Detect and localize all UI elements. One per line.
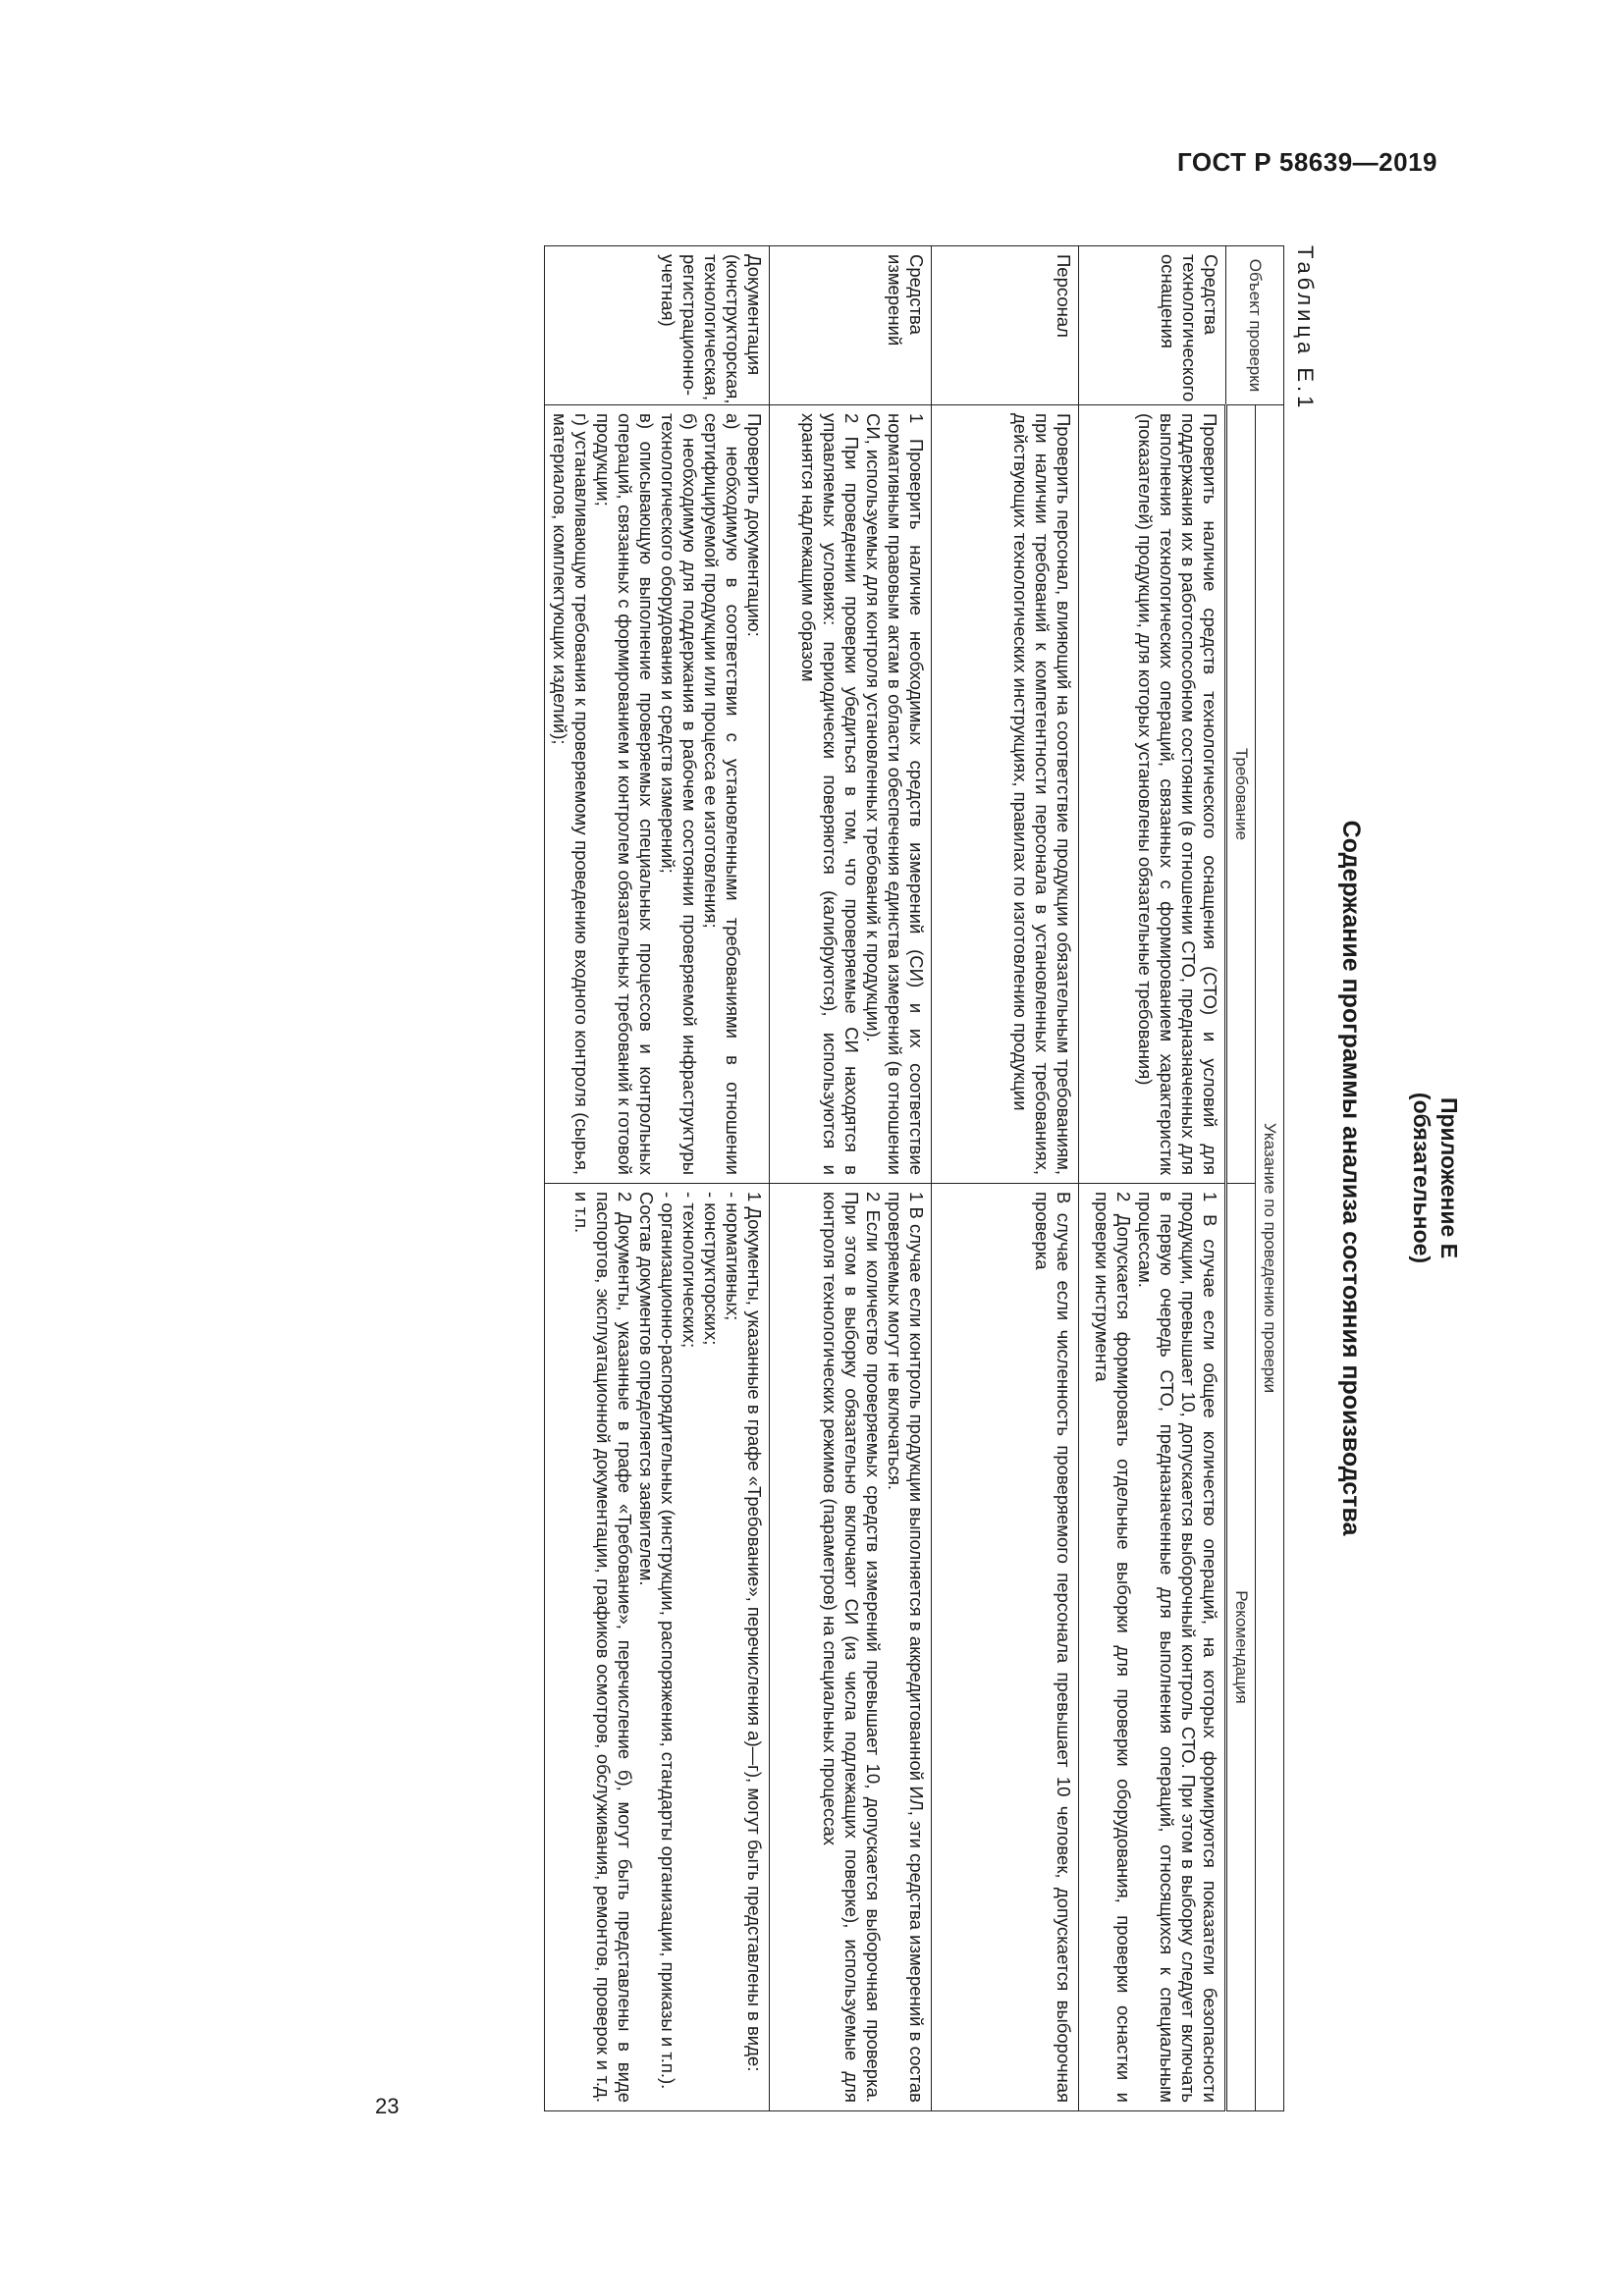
appendix-heading bbox=[1408, 245, 1463, 2110]
recommendation-paragraph: 2 Допускается формировать отдельные выборки для проверки оборудования, проверки оснастки и проверки инструмента bbox=[1091, 1192, 1134, 2103]
recommendation-paragraph: 1 Документы, указанные в графе «Требование», перечисления а)—г), могут быть представлены в виде: bbox=[743, 1192, 765, 2072]
rotated-content bbox=[349, 245, 1463, 2110]
recommendation-paragraph: В случае если численность проверяемого персонала превышает 10 человек, допускается выборочная проверка bbox=[1031, 1192, 1074, 2103]
recommendation-paragraph: 1 В случае если контроль продукции выполняется в аккредитованной ИЛ, эти средства измерений в состав проверяемых могут не включаться. bbox=[884, 1192, 927, 2103]
table-label: Таблица Е.1 bbox=[1293, 245, 1318, 412]
object-cell: Средства технологического оснащения bbox=[1078, 246, 1225, 405]
recommendation-paragraph: - технологических; bbox=[678, 1192, 700, 1349]
recommendation-paragraph: - организационно-распорядительных (инструкции, распоряжения, стандарты организации, приказы и т.п.). bbox=[657, 1192, 678, 2090]
table-row bbox=[1078, 246, 1225, 2111]
recommendation-paragraph: - нормативных; bbox=[722, 1192, 743, 1321]
recommendation-paragraph: - конструкторских; bbox=[700, 1192, 722, 1346]
object-cell: Персонал bbox=[931, 246, 1078, 405]
requirement-paragraph: а) необходимую в соответствии с установленными требованиями в отношении сертифицируемой продукции или процесса ее изготовления; bbox=[700, 413, 743, 1175]
recommendation-paragraph: 1 В случае если общее количество операций, на которых формируются показатели безопасности продукции, превышает 10, допускается выборочный контроль СТО. При этом в выборку следует включать в первую очередь СТО, предназначенные для выполнения операций, относящихся к специальным процессам. bbox=[1134, 1192, 1220, 2103]
requirement-paragraph: г) устанавливающую требования к проверяемому проведению входного контроля (сырья, материалов, комплектующих изделий); bbox=[549, 413, 592, 1175]
header-requirement: Требование bbox=[1225, 405, 1255, 1184]
requirement-cell bbox=[1078, 405, 1225, 1184]
recommendation-paragraph: Состав документов определяется заявителем. bbox=[635, 1192, 657, 1586]
requirement-cell bbox=[544, 405, 769, 1184]
appendix-status: (обязательное) bbox=[1409, 1092, 1435, 1264]
table-row bbox=[544, 246, 769, 2111]
header-object: Объект проверки bbox=[1225, 246, 1283, 405]
header-recommendation: Рекомендация bbox=[1225, 1184, 1255, 2111]
inspection-table bbox=[544, 245, 1284, 2111]
recommendation-cell bbox=[931, 1184, 1078, 2111]
requirement-paragraph: в) описывающую выполнение проверяемых специальных процессов и контрольных операций, связанных с формированием и контролем обязательных требований к готовой продукции; bbox=[592, 413, 657, 1175]
requirement-cell bbox=[931, 405, 1078, 1184]
recommendation-cell bbox=[1078, 1184, 1225, 2111]
table-row bbox=[931, 246, 1078, 2111]
page-number: 23 bbox=[375, 2094, 400, 2118]
table-row bbox=[769, 246, 931, 2111]
appendix-title: Приложение Е bbox=[1436, 1096, 1462, 1259]
section-title: Содержание программы анализа состояния производства bbox=[1337, 820, 1365, 1536]
requirement-paragraph: 2 При проведении проверки убедиться в том, что проверяемые СИ находятся в управляемых условиях: периодически поверяются (калибруются), используются и хранятся надлежащим образом bbox=[797, 413, 862, 1175]
requirement-paragraph: 1 Проверить наличие необходимых средств измерений (СИ) и их соответствие нормативным правовым актам в области обеспечения единства измерений (в отношении СИ, используемых для контроля установленных требований к продукции). bbox=[862, 413, 927, 1175]
recommendation-cell bbox=[544, 1184, 769, 2111]
recommendation-paragraph: 2 Если количество проверяемых средств измерений превышает 10, допускается выборочная проверка. При этом в выборку обязательно включают СИ (из числа подлежащих поверке), используемые для контроля технологических режимов (параметров) на специальных процессах bbox=[819, 1192, 884, 2103]
requirement-paragraph: Проверить документацию: bbox=[743, 413, 765, 637]
requirement-paragraph: Проверить персонал, влияющий на соответствие продукции обязательным требованиям, при наличии требований к компетентности персонала в установленных требованиях, действующих технологических инструкциях, правилах по изготовлению продукции bbox=[1009, 413, 1074, 1175]
requirement-paragraph: Проверить наличие средств технологического оснащения (СТО) и условий для поддержания их в работоспособном состоянии (в отношении СТО, предназначенных для выполнения технологических операций, связанных с формированием характеристик (показателей) продукции, для которых установлены обязательные требования) bbox=[1134, 413, 1220, 1175]
requirement-paragraph: б) необходимую для поддержания в рабочем состоянии проверяемой инфраструктуры технологического оборудования и средств измерений; bbox=[657, 413, 700, 1175]
header-instruction: Указание по проведению проверки bbox=[1255, 405, 1283, 2111]
object-cell: Документация (конструкторская, технологическая, регистрационно-учетная) bbox=[544, 246, 769, 405]
recommendation-cell bbox=[769, 1184, 931, 2111]
document-code: ГОСТ Р 58639—2019 bbox=[1176, 147, 1437, 177]
object-cell: Средства измерений bbox=[769, 246, 931, 405]
recommendation-paragraph: 2 Документы, указанные в графе «Требование», перечисление б), могут быть представлены в виде паспортов, эксплуатационной документации, графиков осмотров, обслуживания, ремонтов, проверок и т.д. и т.п. bbox=[570, 1192, 635, 2103]
requirement-cell bbox=[769, 405, 931, 1184]
